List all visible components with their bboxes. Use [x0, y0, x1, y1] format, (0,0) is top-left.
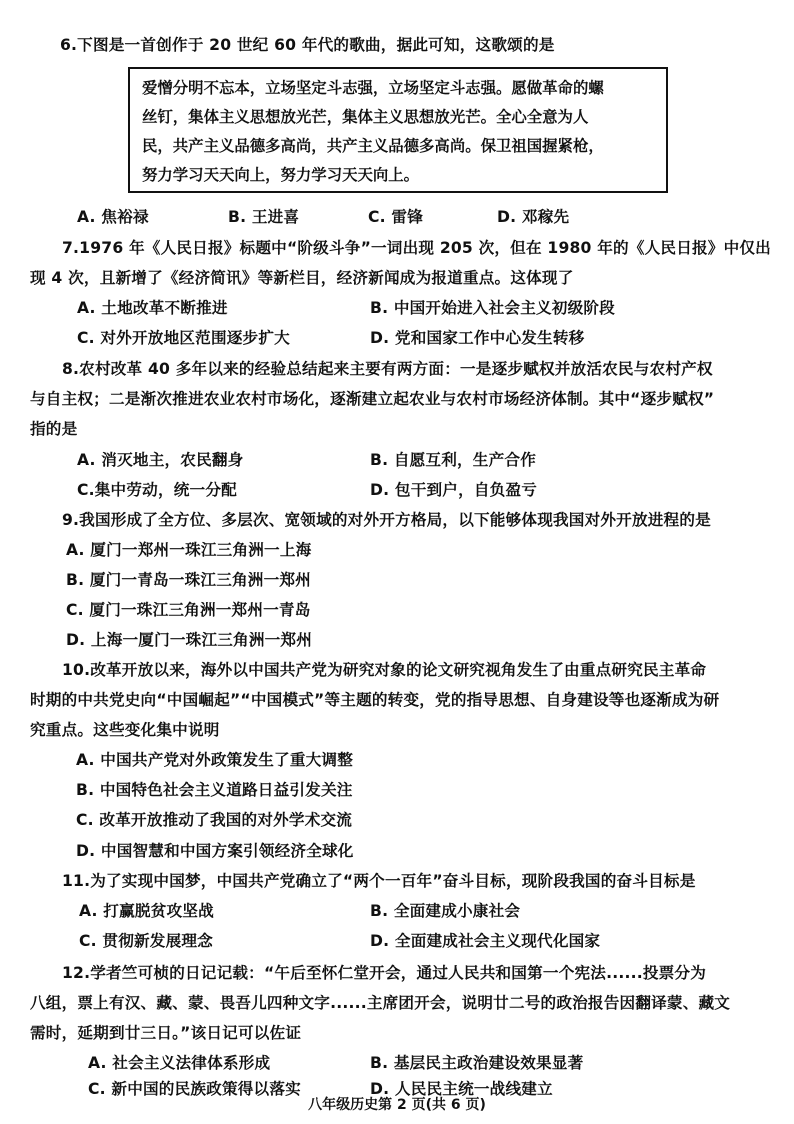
question-8-stem-line: 指的是 — [30, 420, 78, 438]
question-12-stem-line: 需时，延期到廿三日。”该日记可以佐证 — [30, 1024, 302, 1042]
q6-option-a: A. 焦裕禄 — [77, 208, 149, 226]
q7-option-b: B. 中国开始进入社会主义初级阶段 — [370, 299, 615, 317]
q6-option-d: D. 邓稼先 — [497, 208, 570, 226]
question-11-stem: 11.为了实现中国梦，中国共产党确立了“两个一百年”奋斗目标，现阶段我国的奋斗目标是 — [62, 872, 696, 890]
lyric-line: 丝钉，集体主义思想放光芒，集体主义思想放光芒。全心全意为人 — [142, 108, 589, 126]
question-12-stem-line: 八组，票上有汉、藏、蒙、畏吾儿四种文字......主席团开会，说明廿二号的政治报告因翻译蒙、藏文 — [30, 994, 731, 1012]
q10-option-a: A. 中国共产党对外政策发生了重大调整 — [76, 751, 354, 769]
q7-option-d: D. 党和国家工作中心发生转移 — [370, 329, 585, 347]
q11-option-c: C. 贯彻新发展理念 — [79, 932, 213, 950]
q6-option-c: C. 雷锋 — [368, 208, 423, 226]
q9-option-b: B. 厦门一青岛一珠江三角洲一郑州 — [66, 571, 311, 589]
lyric-line: 努力学习天天向上，努力学习天天向上。 — [142, 166, 420, 184]
lyric-line: 民，共产主义品德多高尚，共产主义品德多高尚。保卫祖国握紧枪， — [142, 137, 604, 155]
q11-option-b: B. 全面建成小康社会 — [370, 902, 521, 920]
question-10-stem-line: 10.改革开放以来，海外以中国共产党为研究对象的论文研究视角发生了由重点研究民主革命 — [62, 661, 707, 679]
q12-option-d: D. 人民民主统一战线建立 — [370, 1080, 553, 1098]
q11-option-a: A. 打赢脱贫攻坚战 — [79, 902, 214, 920]
q12-option-c: C. 新中国的民族政策得以落实 — [88, 1080, 301, 1098]
q10-option-c: C. 改革开放推动了我国的对外学术交流 — [76, 811, 353, 829]
question-8-stem-line: 8.农村改革 40 多年以来的经验总结起来主要有两方面：一是逐步赋权并放活农民与农村产权 — [62, 360, 713, 378]
q9-option-c: C. 厦门一珠江三角洲一郑州一青岛 — [66, 601, 311, 619]
q8-option-a: A. 消灭地主，农民翻身 — [77, 451, 244, 469]
q10-option-d: D. 中国智慧和中国方案引领经济全球化 — [76, 842, 354, 860]
question-9-stem: 9.我国形成了全方位、多层次、宽领域的对外开方格局，以下能够体现我国对外开放进程的是 — [62, 511, 711, 529]
q7-option-a: A. 土地改革不断推进 — [77, 299, 228, 317]
q7-option-c: C. 对外开放地区范围逐步扩大 — [77, 329, 290, 347]
q10-option-b: B. 中国特色社会主义道路日益引发关注 — [76, 781, 353, 799]
question-6-stem: 6.下图是一首创作于 20 世纪 60 年代的歌曲，据此可知，这歌颂的是 — [60, 36, 555, 54]
question-7-stem-line: 现 4 次，且新增了《经济简讯》等新栏目，经济新闻成为报道重点。这体现了 — [30, 269, 574, 287]
question-12-stem-line: 12.学者竺可桢的日记记载：“午后至怀仁堂开会，通过人民共和国第一个宪法......投票分为 — [62, 964, 706, 982]
question-7-stem-line: 7.1976 年《人民日报》标题中“阶级斗争”一词出现 205 次，但在 1980 年的《人民日报》中仅出 — [62, 239, 771, 257]
question-10-stem-line: 究重点。这些变化集中说明 — [30, 721, 220, 739]
q6-option-b: B. 王进喜 — [228, 208, 300, 226]
q8-option-d: D. 包干到户，自负盈亏 — [370, 481, 538, 499]
page-footer: 八年级历史第 2 页(共 6 页) — [308, 1097, 486, 1113]
lyric-line: 爱憎分明不忘本，立场坚定斗志强，立场坚定斗志强。愿做革命的螺 — [142, 79, 604, 97]
song-lyrics-box — [128, 67, 668, 193]
q8-option-b: B. 自愿互利，生产合作 — [370, 451, 536, 469]
q9-option-d: D. 上海一厦门一珠江三角洲一郑州 — [66, 631, 313, 649]
q12-option-b: B. 基层民主政治建设效果显著 — [370, 1054, 584, 1072]
question-8-stem-line: 与自主权；二是渐次推进农业农村市场化，逐渐建立起农业与农村市场经济体制。其中“逐步赋权” — [30, 390, 715, 408]
q8-option-c: C.集中劳动，统一分配 — [77, 481, 237, 499]
question-10-stem-line: 时期的中共党史向“中国崛起”“中国模式”等主题的转变，党的指导思想、自身建设等也逐渐成为研 — [30, 691, 720, 709]
q11-option-d: D. 全面建成社会主义现代化国家 — [370, 932, 601, 950]
q9-option-a: A. 厦门一郑州一珠江三角洲一上海 — [66, 541, 312, 559]
q12-option-a: A. 社会主义法律体系形成 — [88, 1054, 271, 1072]
